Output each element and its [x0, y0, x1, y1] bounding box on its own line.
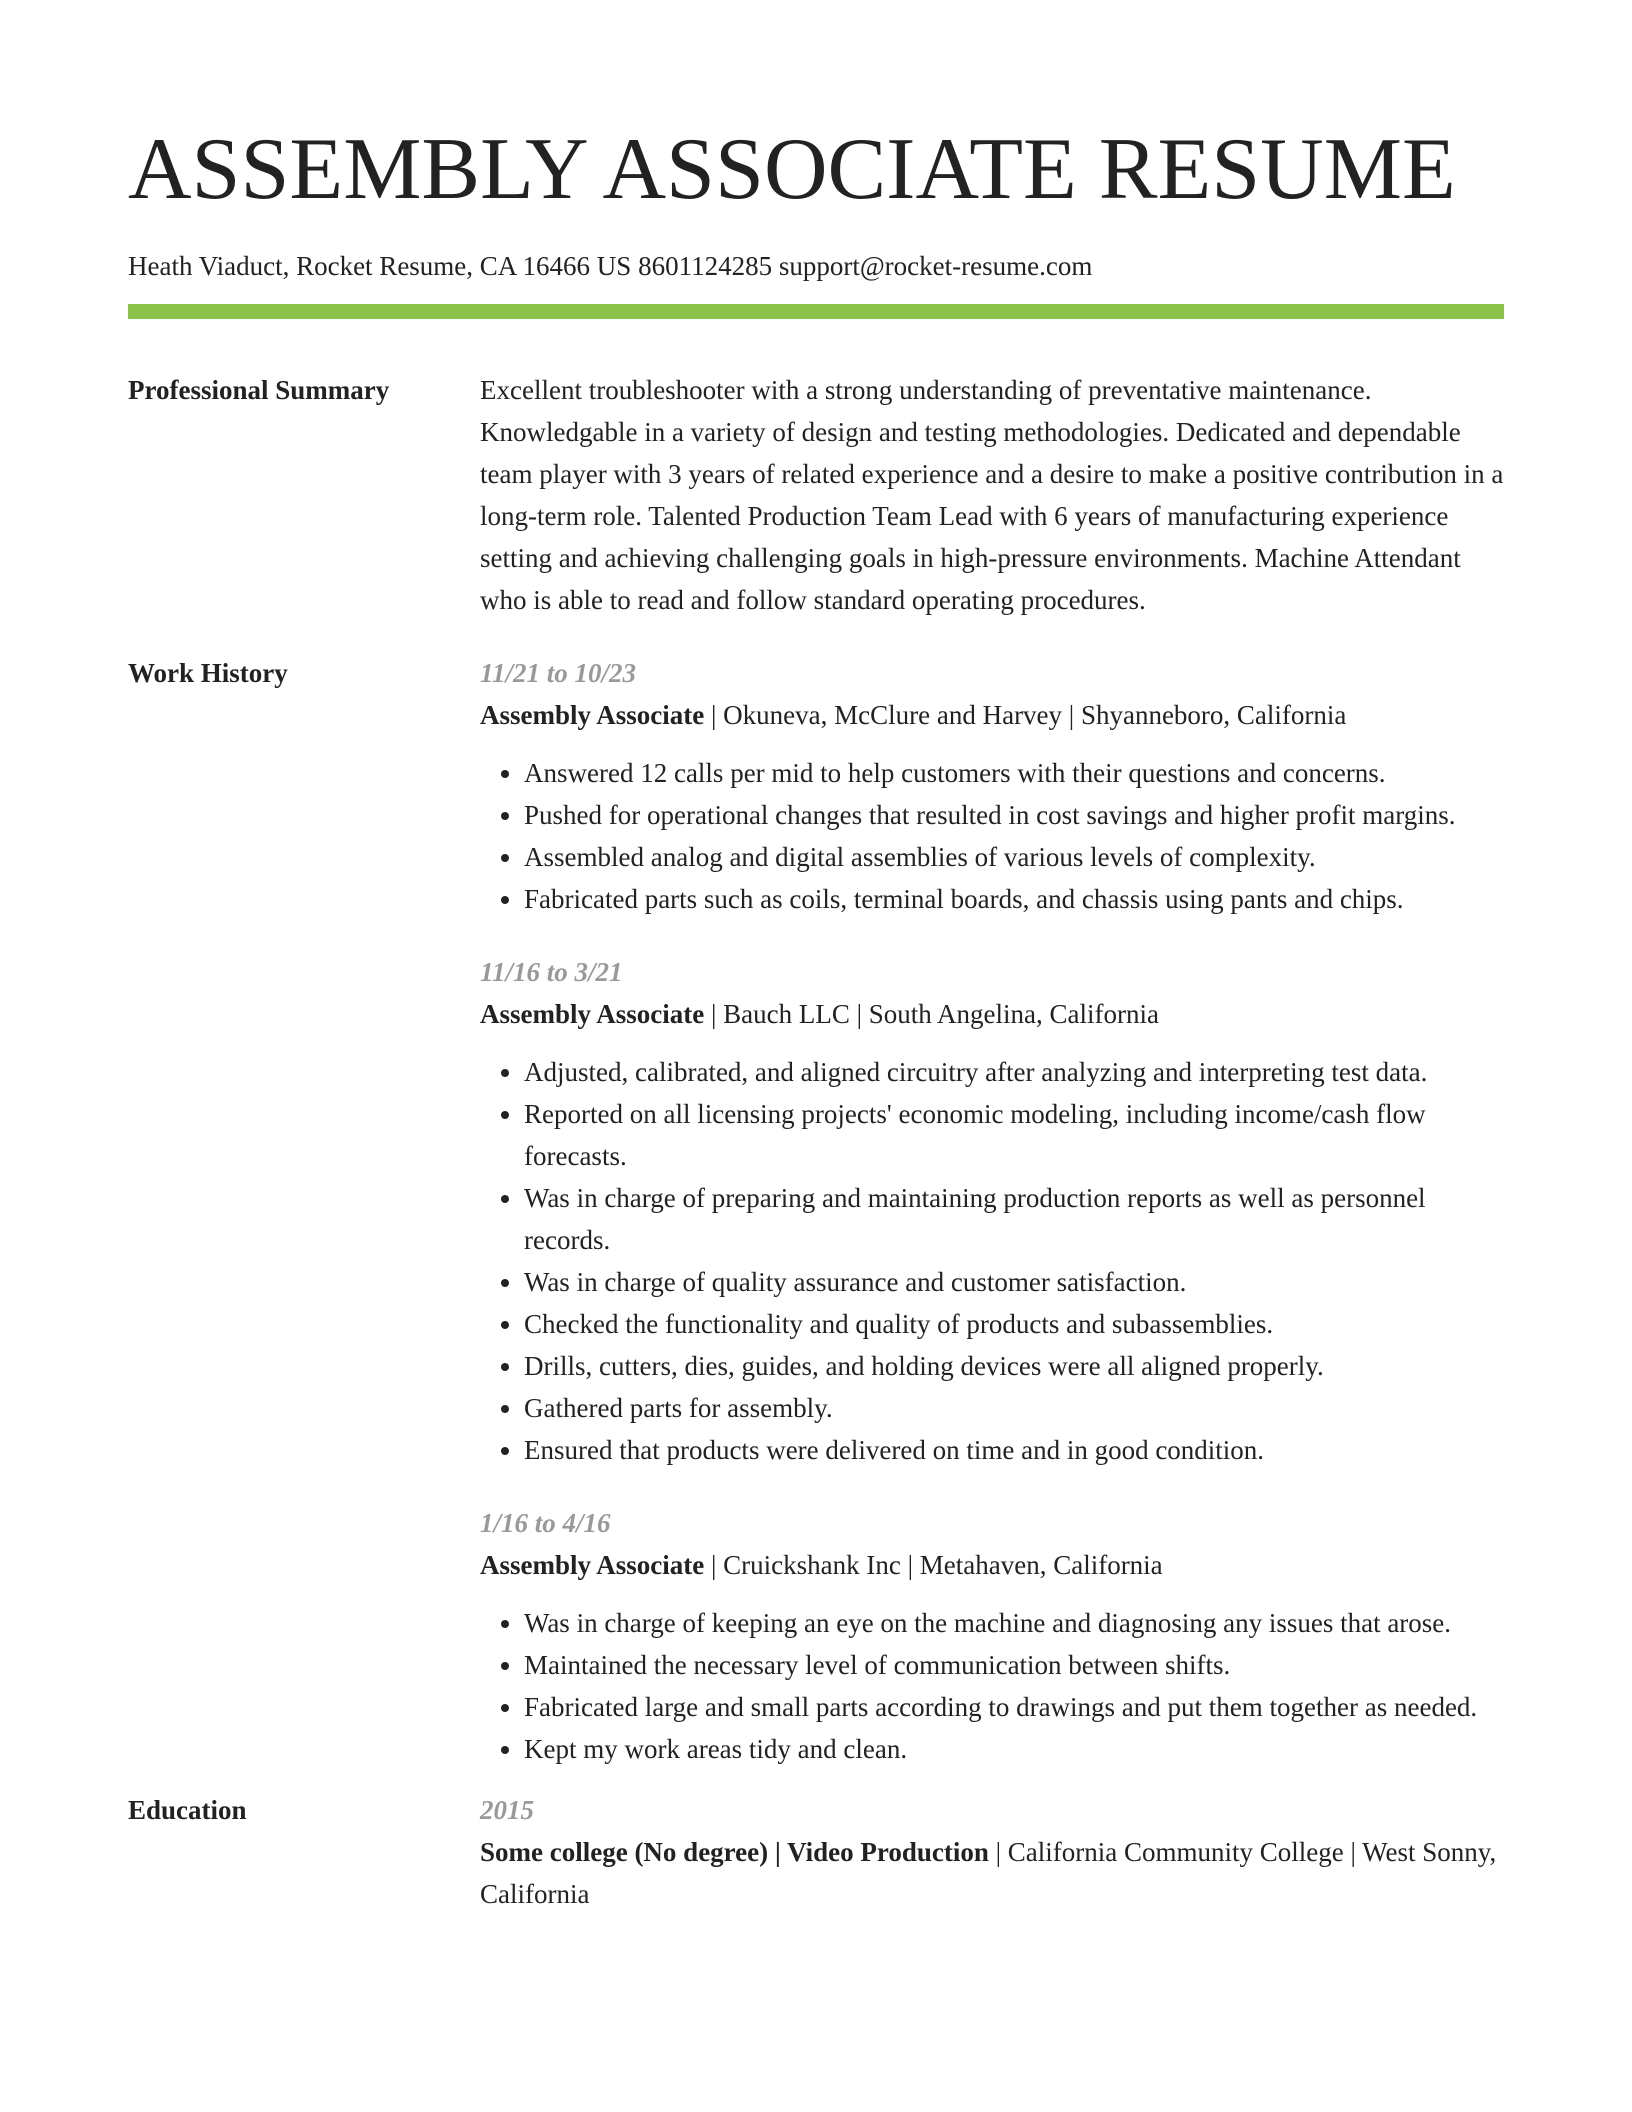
- job-bullet: • Was in charge of quality assurance and customer satisfaction.: [524, 1261, 1504, 1303]
- job-bullet: • Assembled analog and digital assemblies of various levels of complexity.: [524, 836, 1504, 878]
- work-history-list: [480, 652, 1504, 1770]
- job-bullet: • Drills, cutters, dies, guides, and holding devices were all aligned properly.: [524, 1345, 1504, 1387]
- resume-title: ASSEMBLY ASSOCIATE RESUME: [128, 121, 1456, 218]
- job-title: Assembly Associate: [480, 700, 705, 730]
- education-year: 2015: [480, 1795, 534, 1825]
- job-title: Assembly Associate: [480, 999, 705, 1029]
- job-bullet: • Was in charge of preparing and maintaining production reports as well as personnel records.: [524, 1177, 1504, 1261]
- job-entry: [480, 1502, 1504, 1770]
- job-entry: [480, 951, 1504, 1471]
- work-history-section: [128, 652, 1504, 1770]
- job-details: | Bauch LLC | South Angelina, California: [704, 999, 1159, 1029]
- section-label-work-history: Work History: [128, 658, 288, 688]
- job-bullet: • Pushed for operational changes that resulted in cost savings and higher profit margins.: [524, 794, 1504, 836]
- job-bullet: • Kept my work areas tidy and clean.: [524, 1728, 1504, 1770]
- job-bullets: [480, 1602, 1504, 1770]
- job-heading: [480, 694, 1504, 736]
- job-heading: [480, 993, 1504, 1035]
- job-bullet: • Fabricated parts such as coils, terminal boards, and chassis using pants and chips.: [524, 878, 1504, 920]
- job-bullet: • Answered 12 calls per mid to help customers with their questions and concerns.: [524, 752, 1504, 794]
- job-dates: 1/16 to 4/16: [480, 1508, 611, 1538]
- education-degree: Some college (No degree) | Video Production: [480, 1837, 989, 1867]
- job-bullet: • Adjusted, calibrated, and aligned circuitry after analyzing and interpreting test data.: [524, 1051, 1504, 1093]
- job-details: | Cruickshank Inc | Metahaven, California: [704, 1550, 1163, 1580]
- job-details: | Okuneva, McClure and Harvey | Shyanneboro, California: [704, 700, 1347, 730]
- job-bullet: • Fabricated large and small parts according to drawings and put them together as needed.: [524, 1686, 1504, 1728]
- job-bullet: • Gathered parts for assembly.: [524, 1387, 1504, 1429]
- education-entry: [480, 1789, 1504, 1915]
- summary-section: [128, 369, 1504, 621]
- section-label-summary: Professional Summary: [128, 375, 390, 405]
- job-bullet: • Ensured that products were delivered on time and in good condition.: [524, 1429, 1504, 1471]
- header-divider: [128, 304, 1504, 319]
- job-dates: 11/16 to 3/21: [480, 957, 623, 987]
- summary-text: Excellent troubleshooter with a strong understanding of preventative maintenance. Knowledgable in a variety of design and testing methodologies. Dedicated and dependable team player with 3 years of related experience and a desire to make a positive contribution in a long-term role. Talented Production Team Lead with 6 years of manufacturing experience setting and achieving challenging goals in high-pressure environments. Machine Attendant who is able to read and follow standard operating procedures.: [480, 375, 1504, 615]
- job-title: Assembly Associate: [480, 1550, 705, 1580]
- education-heading: [480, 1831, 1504, 1915]
- job-entry: [480, 652, 1504, 920]
- education-details: | California Community College | West Sonny, California: [480, 1837, 1497, 1909]
- job-dates: 11/21 to 10/23: [480, 658, 637, 688]
- section-label-education: Education: [128, 1795, 247, 1825]
- education-section: [128, 1789, 1504, 1915]
- job-heading: [480, 1544, 1504, 1586]
- job-bullet: • Reported on all licensing projects' economic modeling, including income/cash flow forecasts.: [524, 1093, 1504, 1177]
- job-bullet: • Maintained the necessary level of communication between shifts.: [524, 1644, 1504, 1686]
- job-bullets: [480, 1051, 1504, 1471]
- contact-line: Heath Viaduct, Rocket Resume, CA 16466 US 8601124285 support@rocket-resume.com: [128, 251, 1093, 281]
- job-bullet: • Was in charge of keeping an eye on the machine and diagnosing any issues that arose.: [524, 1602, 1504, 1644]
- job-bullets: [480, 752, 1504, 920]
- job-bullet: • Checked the functionality and quality of products and subassemblies.: [524, 1303, 1504, 1345]
